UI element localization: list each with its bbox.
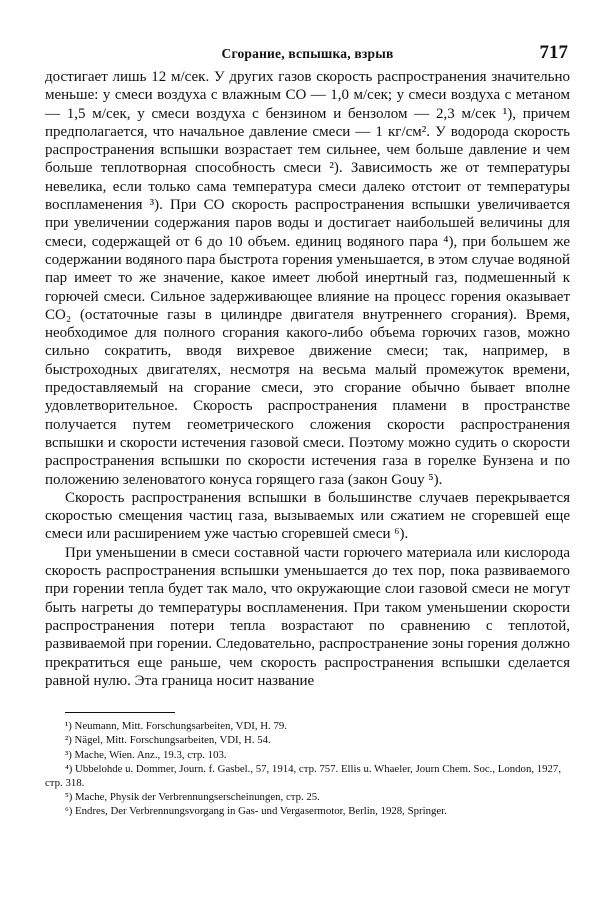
footnotes bbox=[45, 719, 570, 818]
footnote-4: ⁴) Ubbelohde u. Dommer, Journ. f. Gasbel., 57, 1914, стр. 757. Ellis u. Whaeler, Journ Chem. Soc., London, 1927, стр. 318. bbox=[45, 762, 562, 789]
footnote-3: ³) Mache, Wien. Anz., 19.3, стр. 103. bbox=[65, 748, 227, 761]
footnote-6: ⁶) Endres, Der Verbrennungsvorgang in Gas- und Vergasermotor, Berlin, 1928, Springer. bbox=[65, 805, 447, 818]
paragraph-1: достигает лишь 12 м/сек. У других газов скорость распространения значительно меньше: у смеси воздуха с влажным CO — 1,0 м/сек; у смеси воздуха с метаном — 1,5 м/сек, у смеси воздуха с бензином и бензолом — 2,3 м/сек ¹), причем предполагается, что начальное давление смеси — 1 кг/см². У водорода скорость распространения вспышки возрастает тем сильнее, чем больше давление и чем больше теплотворная способность смеси ²). Зависимость же от температуры невелика, если только сама температура смеси далеко отстоит от температуры воспламенения ³). При CO скорость распространения вспышки увеличивается при увеличении содержания паров воды и достигает наибольшей величины для смеси, содержащей от 6 до 10 объем. единиц водяного пара ⁴), при большем же содержании водяного пара быстрота горения уменьшается, в этом случае водяной пар имеет то же значение, какое имеет любой инертный газ, подмешенный к горючей смеси. Сильное задерживающее влияние на процесс горения оказывает CO₂ (остаточные газы в цилиндре двигателя внутреннего сгорания). Время, необходимое для полного сгорания какого-либо объема горючих газов, можно сильно сократить, вводя вихревое движение смеси; так, например, в быстроходных двигателях, несмотря на весьма малый промежуток времени, предоставляемый на сгорание смеси, это сгорание обычно бывает вполне удовлетворительное. Скорость распространения пламени в пространстве получается путем геометрического сложения скорости распространения вспышки и скорости истечения газовой смеси. Поэтому можно судить о скорости распространения вспышки по скорости истечения газа в горелке Бунзена и по положению зеленоватого конуса горящего газа (закон Gouy ⁵). bbox=[45, 69, 570, 488]
footnote-divider bbox=[65, 712, 175, 713]
footnote-5: ⁵) Mache, Physik der Verbrennungserscheinungen, стр. 25. bbox=[65, 791, 320, 804]
page-header bbox=[45, 40, 570, 66]
page-number: 717 bbox=[539, 42, 568, 63]
paragraph-3: При уменьшении в смеси составной части горючего материала или кислорода скорость распространения вспышки уменьшается до тех пор, пока развиваемого при горении тепла будет так мало, что окружающие слои газовой смеси не могут быть нагреты до температуры воспламенения. При таком уменьшении скорости распространения потери тепла возрастают по сравнению с теплотой, развиваемой при горении. Следовательно, распространение зоны горения должно прекратиться еще раньше, чем скорость распространения вспышки сделается равной нулю. Эта граница носит название bbox=[45, 544, 570, 689]
running-title: Сгорание, вспышка, взрыв bbox=[221, 46, 394, 61]
paragraph-2: Скорость распространения вспышки в большинстве случаев перекрывается скоростью смещения частиц газа, вызываемых или сжатием не сгоревшей еще смеси или расширением уже частью сгоревшей смеси ⁶). bbox=[45, 489, 570, 543]
footnote-2: ²) Nägel, Mitt. Forschungsarbeiten, VDI, H. 54. bbox=[65, 734, 271, 747]
footnote-1: ¹) Neumann, Mitt. Forschungsarbeiten, VDI, H. 79. bbox=[65, 720, 287, 733]
body-text bbox=[45, 68, 570, 690]
